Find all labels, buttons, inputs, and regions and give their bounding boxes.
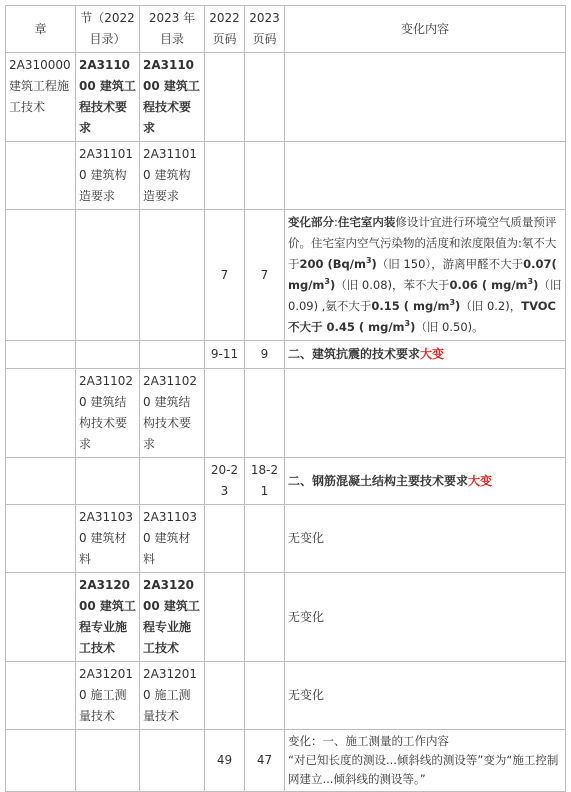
major-change-badge: 大变 [468,473,493,488]
change-text: （旧 0.2)， [460,299,522,313]
page-2022-cell [205,142,245,210]
section-2022-cell [76,341,140,369]
change-title: 二、钢筋混凝土结构主要技术要求 [288,473,469,488]
section-2023-cell: 2A311010 建筑构造要求 [140,142,205,210]
chapter-cell [6,210,76,341]
chapter-cell [6,341,76,369]
change-title: 二、建筑抗震的技术要求 [288,347,421,361]
chapter-cell [6,662,76,730]
section-2022-cell: 2A312000 建筑工程专业施工技术 [76,573,140,662]
benzene-limit: 0.06 ( $mg/m^3$) [449,277,539,292]
page-2022-cell [205,573,245,662]
header-section-2022: 节（2022目录） [76,6,140,53]
section-2023-cell: 2A312000 建筑工程专业施工技术 [140,573,205,662]
chapter-cell [6,142,76,210]
page-2023-cell: 7 [245,210,285,341]
major-change-badge: 大变 [420,347,445,361]
section-2023-cell [140,730,205,792]
page-2023-cell [245,369,285,458]
section-2023-cell: 2A311030 建筑材料 [140,505,205,573]
change-cell [285,53,566,142]
chapter-cell [6,730,76,792]
change-cell [285,210,566,341]
table-row [6,369,566,458]
table-row [6,341,566,369]
header-changes: 变化内容 [285,6,566,53]
table-row [6,573,566,662]
section-2022-cell [76,210,140,341]
section-2023-cell: 2A312010 施工测量技术 [140,662,205,730]
page-2023-cell [245,142,285,210]
section-2022-cell [76,730,140,792]
page-2022-cell [205,505,245,573]
table-row [6,142,566,210]
section-2023-cell: 2A311020 建筑结构技术要求 [140,369,205,458]
page-2022-cell [205,662,245,730]
chapter-cell [6,573,76,662]
section-2023-cell [140,210,205,341]
page-2022-cell [205,53,245,142]
page-2023-cell [245,53,285,142]
chapter-cell [6,369,76,458]
change-text: 修设计宜进行环境空气质量预评价。住宅室内空气污染物的活度和浓度限值为:氡不大于 [288,215,557,271]
section-2023-cell [140,458,205,505]
section-2023-cell: 2A311000 建筑工程技术要求 [140,53,205,142]
chapter-cell [6,505,76,573]
change-cell [285,369,566,458]
change-line-2: “对已知长度的测设...倾斜线的测设等”变为“施工控制网建立...倾斜线的测设等。” [288,753,559,786]
page-2023-cell [245,573,285,662]
table-row [6,210,566,341]
section-2022-cell: 2A311000 建筑工程技术要求 [76,53,140,142]
table-row [6,505,566,573]
change-lead: 住宅室内装 [337,215,396,229]
page-2022-cell: 20-23 [205,458,245,505]
change-colon: : [334,215,338,229]
radon-limit: 200 $(Bq/m^3)$ [299,256,377,271]
page-2022-cell: 7 [205,210,245,341]
change-cell [285,458,566,505]
section-2022-cell: 2A312010 施工测量技术 [76,662,140,730]
page-2023-cell [245,505,285,573]
change-text: （旧 0.08)，苯不大于 [335,278,450,292]
change-cell [285,142,566,210]
table-row [6,730,566,792]
page-2022-cell: 9-11 [205,341,245,369]
change-cell [285,730,566,792]
header-section-2023: 2023 年目录 [140,6,205,53]
page-2023-cell: 47 [245,730,285,792]
section-2022-cell: 2A311030 建筑材料 [76,505,140,573]
chapter-cell [6,458,76,505]
section-2023-cell [140,341,205,369]
chapter-cell: 2A310000 建筑工程施工技术 [6,53,76,142]
curriculum-change-table [5,5,566,792]
table-row [6,53,566,142]
header-row [6,6,566,53]
change-text: （旧 0.09) ,氨不大于 [288,278,562,313]
section-2022-cell: 2A311020 建筑结构技术要求 [76,369,140,458]
tvoc-limit: TVOC 不大于 0.45 ( $mg/m^3$) [288,299,556,334]
page-2023-cell [245,662,285,730]
ammonia-limit: 0.15 ( $mg/m^3$) [371,298,461,313]
change-cell [285,341,566,369]
change-cell: 无变化 [285,662,566,730]
change-text: （旧 0.50)。 [415,320,484,334]
page-2023-cell: 9 [245,341,285,369]
change-line-1: 变化：一、施工测量的工作内容 [288,734,449,748]
header-chapter: 章 [6,6,76,53]
change-label: 变化部分 [288,215,334,229]
table-row [6,458,566,505]
page-2022-cell: 49 [205,730,245,792]
table-row [6,662,566,730]
header-page-2022: 2022 页码 [205,6,245,53]
change-cell: 无变化 [285,505,566,573]
change-text: （旧 150），游离甲醛不大于 [376,257,524,271]
page-2023-cell: 18-21 [245,458,285,505]
section-2022-cell [76,458,140,505]
section-2022-cell: 2A311010 建筑构造要求 [76,142,140,210]
page-2022-cell [205,369,245,458]
formaldehyde-limit: 0.07( $mg/m^3$) [288,257,557,292]
header-page-2023: 2023 页码 [245,6,285,53]
change-cell: 无变化 [285,573,566,662]
